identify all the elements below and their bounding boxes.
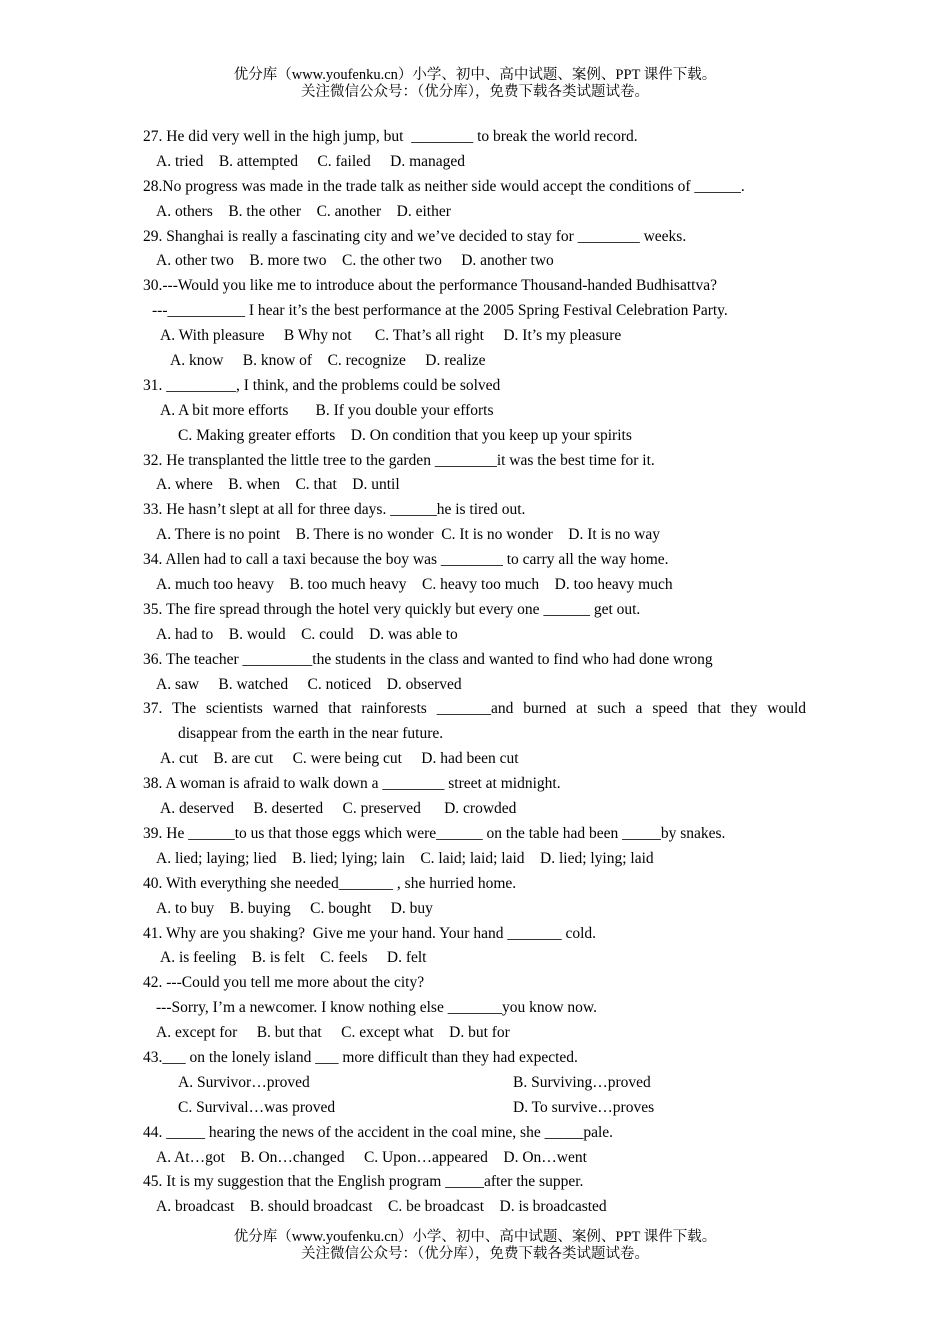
option-43-c: C. Survival…was proved [178,1098,336,1116]
question-29: 29. Shanghai is really a fascinating city and we’ve decided to stay for ________ weeks. [143,227,687,245]
question-43: 43.___ on the lonely island ___ more difficult than they had expected. [143,1048,578,1066]
options-29: A. other two B. more two C. the other two D. another two [156,252,554,270]
header-line-1: 优分库（www.youfenku.cn）小学、初中、高中试题、案例、PPT 课件下载。 [233,67,717,83]
header-line-2: 关注微信公众号：（优分库），免费下载各类试题试卷。 [301,84,649,100]
options-28: A. others B. the other C. another D. either [156,202,451,220]
options-30-extra: A. know B. know of C. recognize D. realize [170,352,486,370]
question-44: 44. _____ hearing the news of the accident in the coal mine, she _____pale. [143,1123,614,1141]
question-32: 32. He transplanted the little tree to the garden ________it was the best time for it. [143,451,655,469]
option-43-a: A. Survivor…proved [178,1073,310,1091]
page-header [0,67,950,101]
option-43-b: B. Surviving…proved [513,1073,651,1091]
options-43-ab [143,1071,806,1096]
question-27: 27. He did very well in the high jump, but ________ to break the world record. [143,128,638,145]
options-44: A. At…got B. On…changed C. Upon…appeared D. On…went [156,1148,587,1166]
options-38: A. deserved B. deserted C. preserved D. crowded [160,800,517,818]
options-45: A. broadcast B. should broadcast C. be broadcast D. is broadcasted [156,1198,607,1216]
option-43-d: D. To survive…proves [513,1098,655,1116]
question-37-cont: disappear from the earth in the near future. [178,725,444,743]
question-40: 40. With everything she needed_______ , she hurried home. [143,874,517,892]
question-36: 36. The teacher _________the students in the class and wanted to find who had done wrong [143,650,713,668]
options-31-cd: C. Making greater efforts D. On condition that you keep up your spirits [178,426,632,444]
options-36: A. saw B. watched C. noticed D. observed [156,675,462,693]
options-27: A. tried B. attempted C. failed D. managed [156,152,466,170]
question-41: 41. Why are you shaking? Give me your hand. Your hand _______ cold. [143,924,597,942]
footer-line-1: 优分库（www.youfenku.cn）小学、初中、高中试题、案例、PPT 课件下载。 [233,1229,717,1245]
footer-line-2: 关注微信公众号：（优分库），免费下载各类试题试卷。 [301,1246,649,1262]
options-34: A. much too heavy B. too much heavy C. heavy too much D. too heavy much [156,576,673,594]
question-42: 42. ---Could you tell me more about the city? [143,974,425,992]
question-37: 37. The scientists warned that rainforests _______and burned at such a speed that they would [143,700,806,718]
question-31: 31. _________, I think, and the problems could be solved [143,376,501,394]
options-39: A. lied; laying; lied B. lied; lying; lain C. laid; laid; laid D. lied; lying; laid [156,849,654,867]
question-38: 38. A woman is afraid to walk down a ________ street at midnight. [143,775,561,793]
question-34: 34. Allen had to call a taxi because the boy was ________ to carry all the way home. [143,551,669,569]
options-43-cd [143,1096,806,1121]
options-30: A. With pleasure B Why not C. That’s all right D. It’s my pleasure [160,327,622,345]
question-35: 35. The fire spread through the hotel very quickly but every one ______ get out. [143,600,641,618]
question-list [143,125,806,1220]
options-33: A. There is no point B. There is no wonder C. It is no wonder D. It is no way [156,526,660,544]
options-31-ab: A. A bit more efforts B. If you double your efforts [160,401,494,419]
options-40: A. to buy B. buying C. bought D. buy [156,899,433,917]
question-30: 30.---Would you like me to introduce about the performance Thousand-handed Budhisattva? [143,277,717,295]
question-28: 28.No progress was made in the trade talk as neither side would accept the conditions of ______. [143,177,745,195]
options-32: A. where B. when C. that D. until [156,476,400,494]
question-30-dialogue: ---__________ I hear it’s the best performance at the 2005 Spring Festival Celebration Party. [152,302,728,320]
page-footer [0,1229,950,1263]
options-35: A. had to B. would C. could D. was able to [156,625,458,643]
question-33: 33. He hasn’t slept at all for three days. ______he is tired out. [143,501,526,519]
question-42-dialogue: ---Sorry, I’m a newcomer. I know nothing else _______you know now. [156,999,597,1017]
question-45: 45. It is my suggestion that the English program _____after the supper. [143,1173,584,1191]
options-41: A. is feeling B. is felt C. feels D. felt [160,949,427,967]
options-37: A. cut B. are cut C. were being cut D. had been cut [160,750,519,768]
question-39: 39. He ______to us that those eggs which were______ on the table had been _____by snakes. [143,824,726,842]
options-42: A. except for B. but that C. except what D. but for [156,1024,510,1042]
